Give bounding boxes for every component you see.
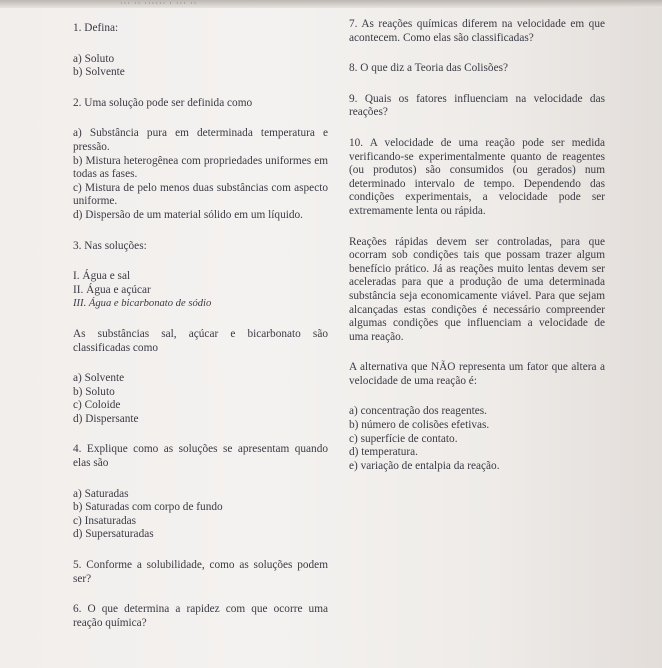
question-2-prompt: 2. Uma solução pode ser definida como bbox=[73, 96, 253, 109]
question-10-option-b: b) número de colisões efetivas. bbox=[349, 419, 490, 432]
question-9-prompt: 9. Quais os fatores influenciam na velocidade das reações? bbox=[349, 92, 605, 119]
question-1-option-a: a) Soluto bbox=[73, 52, 115, 65]
question-3-prompt: 3. Nas soluções: bbox=[73, 239, 147, 252]
question-2-option-d: d) Dispersão de um material sólido em um líquido. bbox=[73, 208, 303, 221]
question-1-option-b: b) Solvente bbox=[73, 66, 125, 79]
question-2-option-a: a) Substância pura em determinada temperatura e pressão. bbox=[73, 127, 328, 153]
question-3-statement: As substâncias sal, açúcar e bicarbonato são classificadas como bbox=[73, 327, 328, 354]
question-4-option-b: b) Saturadas com corpo de fundo bbox=[73, 501, 223, 514]
question-3-item-3: III. Água e bicarbonato de sódio bbox=[73, 298, 212, 310]
question-10-option-c: c) superfície de contato. bbox=[349, 432, 458, 445]
question-10-paragraph: Reações rápidas devem ser controladas, para que ocorram sob condições tais que possam trazer algum benefício prático. Já as reações muito lentas devem ser aceleradas para que a produção de uma determinada substância seja economicamente viável. Para que sejam alcançadas estas condições é necessário compreender algumas condições que influenciam a velocidade de uma reação. bbox=[349, 235, 605, 343]
question-3-option-b: b) Soluto bbox=[73, 385, 115, 398]
question-3-option-c: c) Coloide bbox=[73, 399, 121, 412]
question-2-option-b: b) Mistura heterogênea com propriedades uniformes em todas as fases. bbox=[73, 154, 328, 181]
question-3-option-a: a) Solvente bbox=[73, 372, 125, 385]
question-4-prompt: 4. Explique como as soluções se apresentam quando elas são bbox=[73, 443, 328, 470]
question-6-prompt: 6. O que determina a rapidez com que ocorre uma reação química? bbox=[73, 603, 328, 629]
question-10-option-a: a) concentração dos reagentes. bbox=[349, 405, 487, 418]
cropped-header-text: ··· ·· ······ · ··· ·· bbox=[0, 0, 662, 8]
question-4-option-c: c) Insaturadas bbox=[73, 514, 137, 527]
question-3-item-1: I. Água e sal bbox=[73, 270, 131, 283]
question-3-item-2: II. Água e açúcar bbox=[73, 283, 151, 296]
question-4-option-a: a) Saturadas bbox=[73, 487, 129, 500]
question-7-prompt: 7. As reações químicas diferem na velocidade em que acontecem. Como elas são classificadas? bbox=[349, 18, 605, 44]
left-column bbox=[73, 22, 328, 630]
question-2-option-c: c) Mistura de pelo menos duas substâncias com aspecto uniforme. bbox=[73, 181, 328, 208]
question-8-prompt: 8. O que diz a Teoria das Colisões? bbox=[349, 62, 509, 75]
question-4-option-d: d) Supersaturadas bbox=[73, 528, 154, 541]
question-10-question: A alternativa que NÃO representa um fator que altera a velocidade de uma reação é: bbox=[349, 361, 605, 387]
question-10-prompt: 10. A velocidade de uma reação pode ser medida verificando-se experimentalmente quanto de reagentes (ou produtos) são consumidos (ou gerados) num determinado intervalo de tempo. Dependendo das condições experimentais, a velocidade pode ser extremamente lenta ou rápida. bbox=[349, 136, 605, 217]
question-5-prompt: 5. Conforme a solubilidade, como as soluções podem ser? bbox=[73, 559, 328, 585]
right-column bbox=[349, 18, 605, 473]
question-1-prompt: 1. Defina: bbox=[73, 22, 119, 34]
question-10-option-e: e) variação de entalpia da reação. bbox=[349, 459, 500, 472]
question-10-option-d: d) temperatura. bbox=[349, 446, 419, 459]
question-3-option-d: d) Dispersante bbox=[73, 412, 139, 425]
